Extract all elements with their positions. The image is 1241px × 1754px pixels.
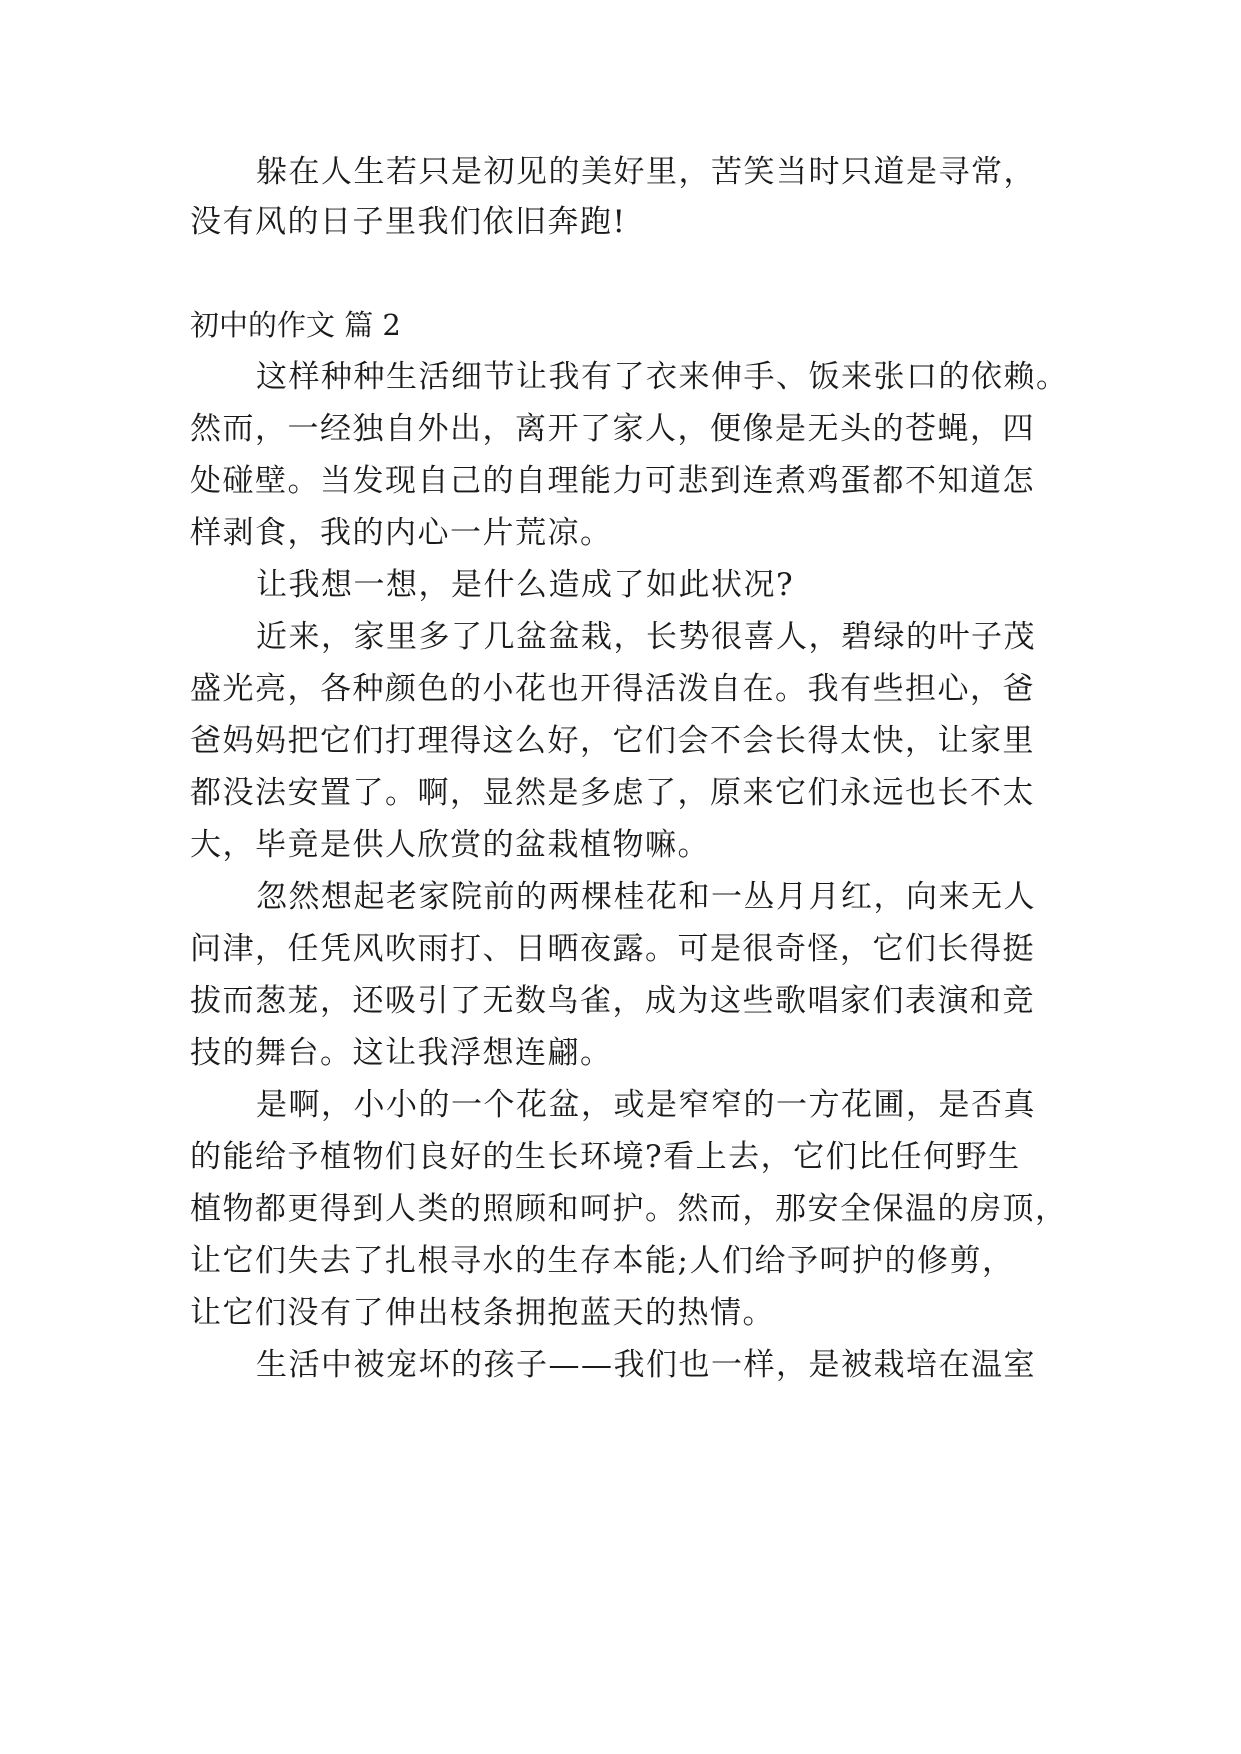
- body-line: 近来，家里多了几盆盆栽，长势很喜人，碧绿的叶子茂: [256, 619, 1036, 655]
- body-line: 大，毕竟是供人欣赏的盆栽植物嘛。: [190, 827, 710, 863]
- body-line: 技的舞台。这让我浮想连翩。: [190, 1035, 613, 1071]
- body-line: 让它们失去了扎根寻水的生存本能;人们给予呵护的修剪，: [190, 1243, 1015, 1279]
- body-line: 让我想一想，是什么造成了如此状况?: [256, 567, 795, 603]
- body-line: 问津，任凭风吹雨打、日晒夜露。可是很奇怪，它们长得挺: [190, 931, 1035, 967]
- body-line: 生活中被宠坏的孩子——我们也一样，是被栽培在温室: [256, 1347, 1036, 1383]
- section-heading: 初中的作文 篇 2: [190, 308, 401, 342]
- body-line: 让它们没有了伸出枝条拥抱蓝天的热情。: [190, 1295, 775, 1331]
- body-line: 忽然想起老家院前的两棵桂花和一丛月月红，向来无人: [256, 879, 1036, 915]
- body-line: 处碰壁。当发现自己的自理能力可悲到连煮鸡蛋都不知道怎: [190, 463, 1035, 499]
- body-line: 然而，一经独自外出，离开了家人，便像是无头的苍蝇，四: [190, 411, 1035, 447]
- intro-line-2: 没有风的日子里我们依旧奔跑!: [190, 204, 627, 240]
- body-line: 植物都更得到人类的照顾和呵护。然而，那安全保温的房顶，: [190, 1191, 1068, 1227]
- body-line: 样剥食，我的内心一片荒凉。: [190, 515, 613, 551]
- body-line: 盛光亮，各种颜色的小花也开得活泼自在。我有些担心，爸: [190, 671, 1035, 707]
- intro-line-1: 躲在人生若只是初见的美好里，苦笑当时只道是寻常，: [256, 154, 1036, 190]
- body-line: 爸妈妈把它们打理得这么好，它们会不会长得太快，让家里: [190, 723, 1035, 759]
- body-line: 的能给予植物们良好的生长环境?看上去，它们比任何野生: [190, 1139, 1021, 1175]
- body-line: 这样种种生活细节让我有了衣来伸手、饭来张口的依赖。: [256, 359, 1069, 395]
- body-line: 是啊，小小的一个花盆，或是窄窄的一方花圃，是否真: [256, 1087, 1036, 1123]
- body-line: 拔而葱茏，还吸引了无数鸟雀，成为这些歌唱家们表演和竞: [190, 983, 1035, 1019]
- body-line: 都没法安置了。啊，显然是多虑了，原来它们永远也长不太: [190, 775, 1035, 811]
